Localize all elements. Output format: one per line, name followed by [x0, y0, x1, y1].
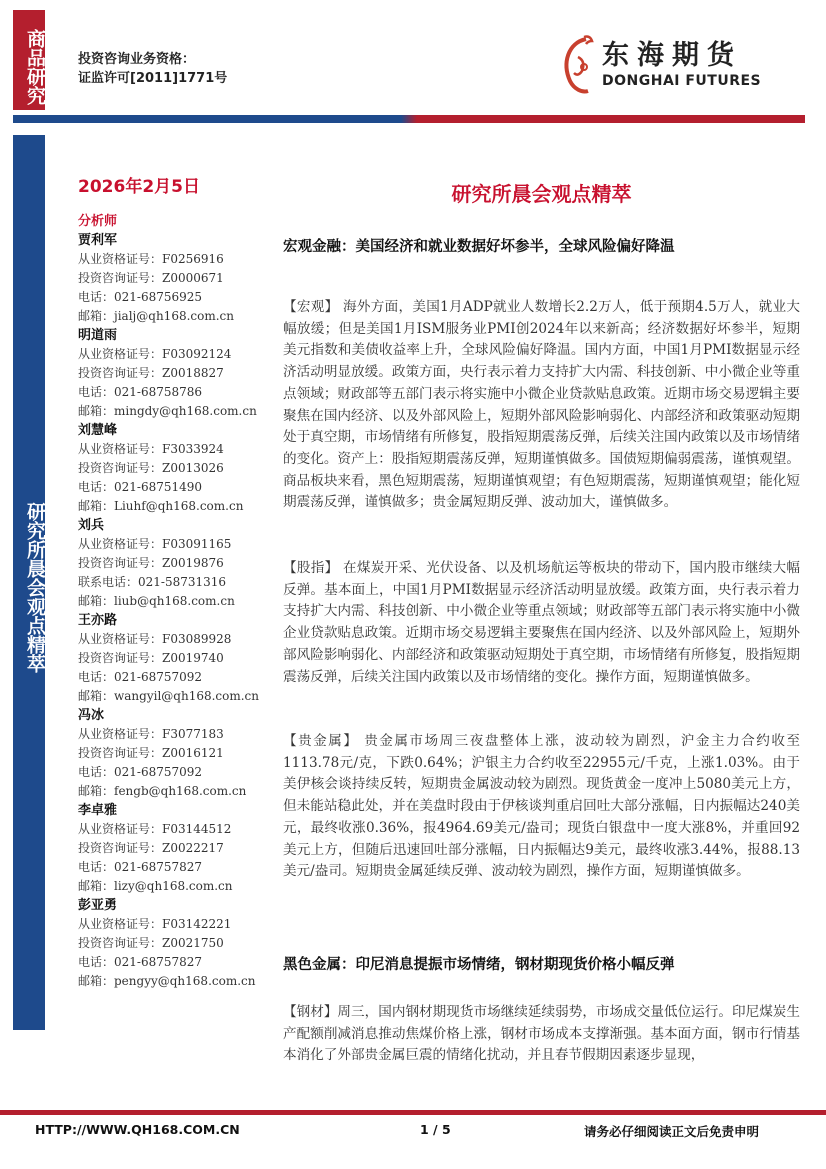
analyst-email: 邮箱：mingdy@qh168.com.cn — [78, 404, 257, 418]
category-tag: 商品研究 — [13, 10, 45, 110]
analyst-email: 邮箱：lizy@qh168.com.cn — [78, 879, 233, 893]
section-heading-macro: 宏观金融：美国经济和就业数据好坏参半，全球风险偏好降温 — [283, 239, 675, 255]
logo-cn-text: 东海期货 — [602, 40, 742, 71]
analyst-license: 投资咨询证号：Z0019876 — [78, 556, 224, 570]
analyst-phone: 电话：021-68757092 — [78, 670, 203, 684]
analyst-name: 冯冰 — [78, 708, 105, 723]
report-date: 2026年2月5日 — [78, 177, 200, 197]
analyst-entry — [78, 611, 278, 706]
logo-en-text: DONGHAI FUTURES — [602, 73, 762, 89]
analyst-license: 从业资格证号：F03092124 — [78, 347, 232, 361]
analyst-license: 从业资格证号：F3033924 — [78, 442, 224, 456]
analyst-name: 彭亚勇 — [78, 898, 118, 913]
analyst-phone: 联系电话：021-58731316 — [78, 575, 227, 589]
analyst-license: 从业资格证号：F03142221 — [78, 917, 232, 931]
analyst-name: 贾利军 — [78, 233, 118, 248]
paragraph-macro: 【宏观】 海外方面，美国1月ADP就业人数增长2.2万人，低于预期4.5万人，就业大幅放缓；但是美国1月ISM服务业PMI创2024年以来新高；经济数据好坏参半，短期美元指数和美债收益率上升，全球风险偏好降温。国内方面，中国1月PMI数据显示经济活动明显放缓。政策方面，央行表示着力支持扩大内需、科技创新、中小微企业等重点领域；财政部等五部门表示将实施中小微企业贷款贴息政策。近期市场交易逻辑主要聚焦在国内经济、以及外部风险上，短期外部风险影响弱化、内部经济和政策驱动短期处于真空期，市场情绪有所修复，股指短期震荡反弹，后续关注国内政策以及市场情绪的变化。资产上：股指短期震荡反弹，短期谨慎做多。国债短期偏弱震荡，谨慎观望。商品板块来看，黑色短期震荡，短期谨慎观望；有色短期震荡，短期谨慎观望；能化短期震荡反弹，谨慎做多；贵金属短期反弹、波动加大，谨慎做多。 — [283, 299, 800, 511]
analyst-license: 从业资格证号：F03091165 — [78, 537, 232, 551]
footer-url-link[interactable]: HTTP://WWW.QH168.COM.CN — [35, 1122, 240, 1137]
page-number: 1 / 5 — [420, 1122, 451, 1137]
analyst-entry — [78, 516, 278, 611]
qualification-label: 投资咨询业务资格： — [78, 52, 196, 67]
analyst-license: 投资咨询证号：Z0013026 — [78, 461, 224, 475]
footer-disclaimer: 请务必仔细阅读正文后免责申明 — [584, 1124, 760, 1139]
footer-divider — [0, 1110, 826, 1115]
analyst-entry — [78, 896, 278, 991]
analyst-name: 王亦路 — [78, 613, 118, 628]
analyst-license: 投资咨询证号：Z0018827 — [78, 366, 224, 380]
analyst-phone: 电话：021-68756925 — [78, 290, 203, 304]
analyst-name: 刘兵 — [78, 518, 105, 533]
analyst-entry — [78, 801, 278, 896]
analyst-list — [78, 212, 278, 991]
analyst-license: 从业资格证号：F03089928 — [78, 632, 232, 646]
analyst-email: 邮箱：wangyil@qh168.com.cn — [78, 689, 260, 703]
analyst-phone: 电话：021-68757827 — [78, 955, 203, 969]
license-number: 证监许可[2011]1771号 — [78, 71, 228, 86]
paragraph-precious-metals: 【贵金属】 贵金属市场周三夜盘整体上涨，波动较为剧烈，沪金主力合约收至1113.78元/克，下跌0.64%；沪银主力合约收至22955元/千克，上涨1.03%。由于美伊核会谈持续反转，短期贵金属波动较为剧烈。现货黄金一度冲上5080美元上方，但未能站稳此处，并在美盘时段由于伊核谈判重启回吐大部分涨幅，日内振幅达240美元，最终收涨0.36%，报4964.69美元/盎司；现货白银盘中一度大涨8%，并重回92美元上方，但随后迅速回吐部分涨幅，日内振幅达9美元，最终收涨3.44%，报88.13美元/盎司。短期贵金属延续反弹、波动较为剧烈，操作方面，短期谨慎做多。 — [283, 733, 800, 880]
report-side-title: 研究所晨会观点精萃 — [13, 135, 45, 1030]
analyst-name: 明道雨 — [78, 328, 118, 343]
analyst-license: 投资咨询证号：Z0000671 — [78, 271, 224, 285]
analyst-phone: 电话：021-68757827 — [78, 860, 203, 874]
analyst-entry — [78, 421, 278, 516]
header-divider-band — [13, 115, 805, 123]
analyst-license: 从业资格证号：F0256916 — [78, 252, 224, 266]
analyst-license: 投资咨询证号：Z0022217 — [78, 841, 224, 855]
analyst-license: 投资咨询证号：Z0016121 — [78, 746, 224, 760]
analyst-email: 邮箱：liub@qh168.com.cn — [78, 594, 235, 608]
paragraph-steel: 【钢材】周三，国内钢材期现货市场继续延续弱势，市场成交量低位运行。印尼煤炭生产配额削减消息推动焦煤价格上涨，钢材市场成本支撑渐强。基本面方面，钢市行情基本消化了外部贵金属巨震的情绪化扰动，并且春节假期因素逐步显现， — [283, 1004, 800, 1064]
analyst-name: 刘慧峰 — [78, 423, 118, 438]
section-heading-ferrous: 黑色金属：印尼消息提振市场情绪，钢材期现货价格小幅反弹 — [283, 957, 675, 973]
analyst-license: 从业资格证号：F03144512 — [78, 822, 232, 836]
dragon-logo-icon — [560, 33, 596, 97]
paragraph-stock-index: 【股指】 在煤炭开采、光伏设备、以及机场航运等板块的带动下，国内股市继续大幅反弹。基本面上，中国1月PMI数据显示经济活动明显放缓。政策方面，央行表示着力支持扩大内需、科技创新、中小微企业等重点领域；财政部等五部门表示将实施中小微企业贷款贴息政策。近期市场交易逻辑主要聚焦在国内经济、以及外部风险上，短期外部风险影响弱化、内部经济和政策驱动短期处于真空期，市场情绪有所修复，股指短期震荡反弹，后续关注国内政策以及市场情绪的变化。操作方面，短期谨慎做多。 — [283, 560, 800, 685]
analyst-phone: 电话：021-68757092 — [78, 765, 203, 779]
qualification-block — [78, 50, 227, 88]
analyst-entry — [78, 231, 278, 326]
analyst-entry — [78, 326, 278, 421]
company-logo — [560, 30, 810, 100]
analyst-license: 投资咨询证号：Z0019740 — [78, 651, 224, 665]
analyst-email: 邮箱：pengyy@qh168.com.cn — [78, 974, 256, 988]
analyst-email: 邮箱：Liuhf@qh168.com.cn — [78, 499, 244, 513]
analyst-label: 分析师 — [78, 214, 118, 229]
analyst-email: 邮箱：fengb@qh168.com.cn — [78, 784, 247, 798]
analyst-name: 李卓雅 — [78, 803, 118, 818]
analyst-license: 从业资格证号：F3077183 — [78, 727, 224, 741]
report-title: 研究所晨会观点精萃 — [451, 182, 632, 206]
analyst-entry — [78, 706, 278, 801]
analyst-email: 邮箱：jialj@qh168.com.cn — [78, 309, 234, 323]
analyst-license: 投资咨询证号：Z0021750 — [78, 936, 224, 950]
analyst-phone: 电话：021-68758786 — [78, 385, 203, 399]
analyst-phone: 电话：021-68751490 — [78, 480, 203, 494]
